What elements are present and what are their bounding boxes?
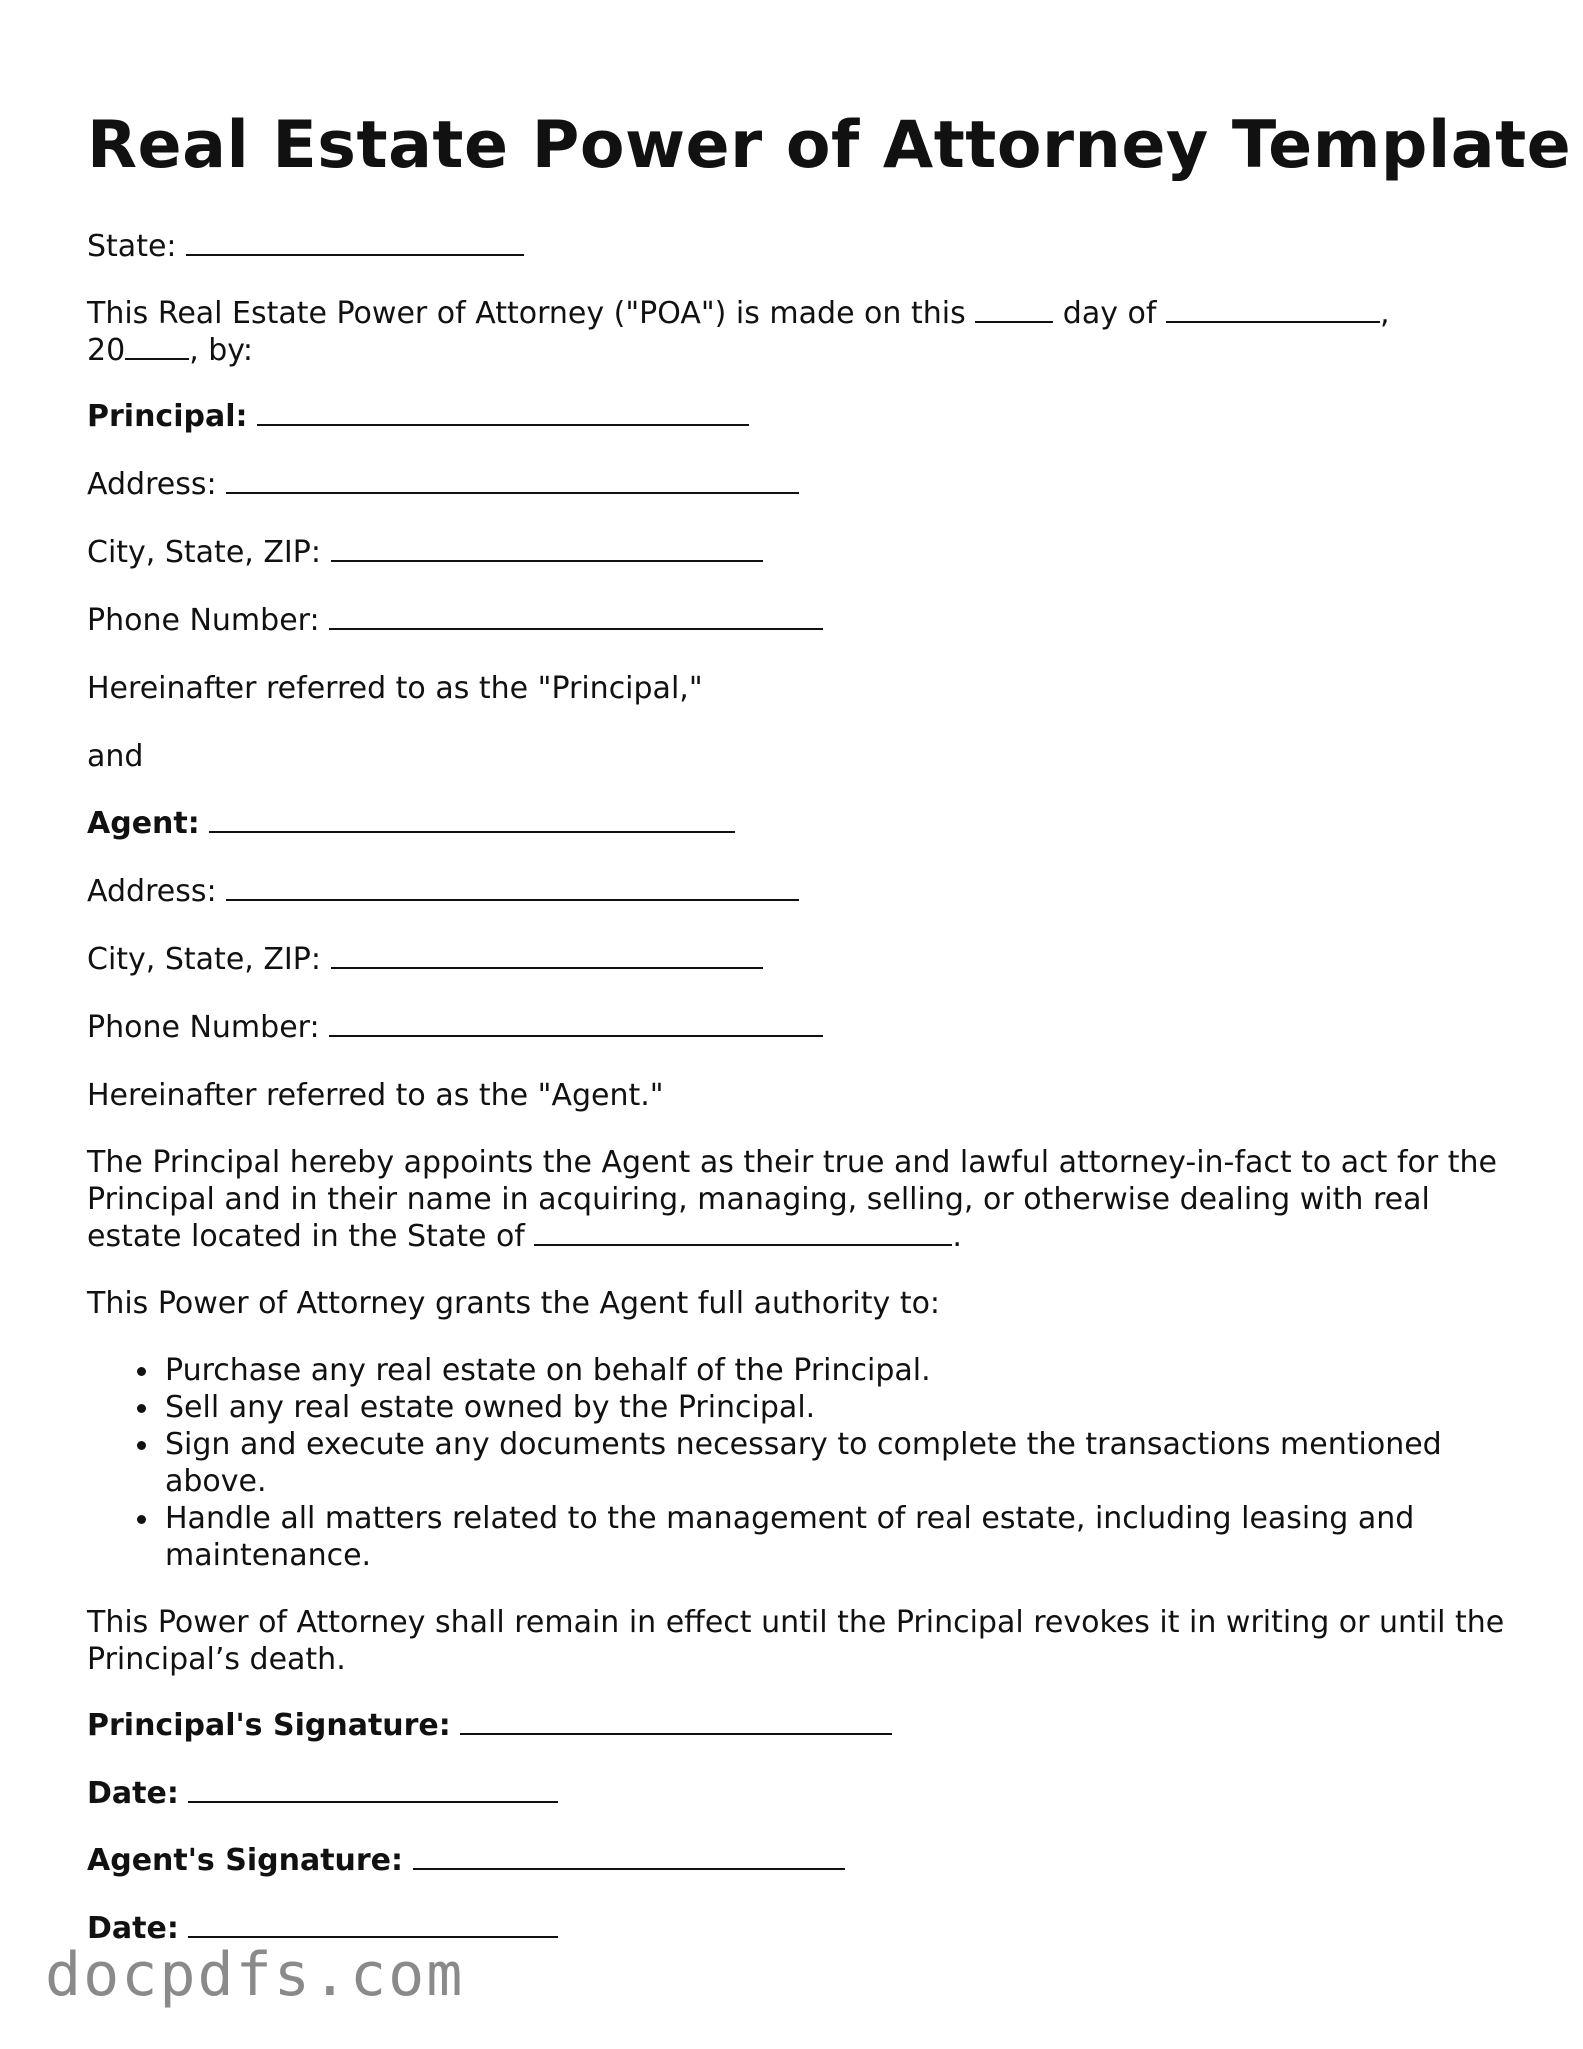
principal-city-label: City, State, ZIP: — [87, 535, 321, 570]
principal-signature-label: Principal's Signature: — [87, 1708, 451, 1743]
state-field — [87, 228, 524, 265]
appointment-state-blank[interactable] — [534, 1218, 952, 1246]
watermark-text: docpdfs.com — [45, 1940, 465, 2010]
principal-name-blank[interactable] — [257, 398, 749, 426]
grants-intro: This Power of Attorney grants the Agent full authority to: — [87, 1286, 941, 1321]
agent-phone-label: Phone Number: — [87, 1010, 320, 1045]
month-blank[interactable] — [1166, 295, 1380, 323]
principal-name-field — [87, 398, 749, 435]
agent-name-blank[interactable] — [209, 805, 735, 833]
agent-date-label: Date: — [87, 1911, 179, 1946]
principal-address-field — [87, 466, 799, 503]
principal-label: Principal: — [87, 399, 248, 434]
agent-address-field — [87, 873, 799, 910]
intro-paragraph — [87, 295, 1507, 369]
principal-city-blank[interactable] — [331, 534, 763, 562]
principal-address-label: Address: — [87, 467, 217, 502]
document-title: Real Estate Power of Attorney Template — [87, 108, 1572, 183]
principal-address-blank[interactable] — [226, 466, 799, 494]
principal-referred-text: Hereinafter referred to as the "Principal," — [87, 671, 703, 706]
state-label: State: — [87, 229, 177, 264]
appointment-end: . — [952, 1219, 962, 1254]
principal-date-label: Date: — [87, 1776, 179, 1811]
agent-city-blank[interactable] — [331, 941, 763, 969]
bullet-icon — [137, 1441, 146, 1450]
list-item: Sign and execute any documents necessary to complete the transactions mentioned above. — [165, 1426, 1507, 1500]
appointment-paragraph — [87, 1144, 1507, 1255]
agent-address-label: Address: — [87, 874, 217, 909]
agent-signature-blank[interactable] — [413, 1842, 845, 1870]
effect-paragraph: This Power of Attorney shall remain in effect until the Principal revokes it in writing or until the Principal’s death. — [87, 1605, 1505, 1677]
agent-address-blank[interactable] — [226, 873, 799, 901]
bullet-icon — [137, 1404, 146, 1413]
bullet-icon — [137, 1367, 146, 1376]
principal-city-field — [87, 534, 763, 571]
intro-text-5: , by: — [189, 333, 253, 368]
intro-text-2: day of — [1062, 296, 1157, 331]
intro-text-4: 20 — [87, 333, 126, 368]
state-blank[interactable] — [186, 228, 524, 256]
principal-date-field — [87, 1775, 558, 1812]
appointment-text: The Principal hereby appoints the Agent as their true and lawful attorney-in-fact to act for the Principal and in their name in acquiring, managing, selling, or otherwise dealing with real estate located in the State of — [87, 1145, 1497, 1254]
bullet-icon — [137, 1515, 146, 1524]
list-item: Sell any real estate owned by the Principal. — [165, 1389, 1507, 1426]
list-item: Purchase any real estate on behalf of the Principal. — [165, 1352, 1507, 1389]
list-item: Handle all matters related to the management of real estate, including leasing and maintenance. — [165, 1500, 1507, 1574]
and-text: and — [87, 739, 144, 774]
agent-city-label: City, State, ZIP: — [87, 942, 321, 977]
agent-name-field — [87, 805, 735, 842]
agent-city-field — [87, 941, 763, 978]
principal-phone-label: Phone Number: — [87, 603, 320, 638]
agent-label: Agent: — [87, 806, 200, 841]
authority-list — [87, 1352, 1507, 1574]
day-blank[interactable] — [975, 295, 1053, 323]
principal-phone-field — [87, 602, 823, 639]
year-blank[interactable] — [125, 332, 189, 360]
agent-signature-label: Agent's Signature: — [87, 1843, 404, 1878]
agent-date-blank[interactable] — [188, 1910, 558, 1938]
principal-signature-blank[interactable] — [460, 1707, 892, 1735]
principal-signature-field — [87, 1707, 892, 1744]
principal-phone-blank[interactable] — [329, 602, 823, 630]
agent-signature-field — [87, 1842, 845, 1879]
agent-referred-text: Hereinafter referred to as the "Agent." — [87, 1078, 664, 1113]
principal-date-blank[interactable] — [188, 1775, 558, 1803]
agent-phone-field — [87, 1009, 823, 1046]
intro-text-1: This Real Estate Power of Attorney ("POA") is made on this — [87, 296, 966, 331]
intro-text-3: , — [1379, 296, 1390, 331]
agent-phone-blank[interactable] — [329, 1009, 823, 1037]
